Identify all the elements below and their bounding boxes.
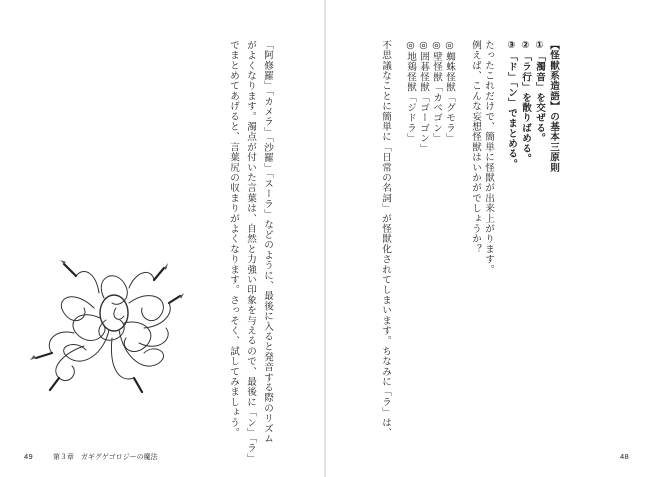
left-column-1: 「阿修羅」「カメラ」「沙羅」「スーラ」などのように、最後に入ると発音する際のリズム — [262, 40, 273, 444]
page-number-48: 48 — [620, 452, 629, 461]
closing-line: 不思議なことに簡単に「日常の名詞」が怪獣化されてしまいます。ちなみに「ラ」は、 — [380, 40, 391, 438]
body-line-1: たったこれだけで、簡単に怪獣が出来上がります。 — [483, 40, 494, 275]
left-column-2: がよくなります。濁点が付いた言葉は、自然と力強い印象を与えるので、最後に「ン」「ラ」 — [245, 40, 256, 464]
chapter-title: 第３章 ガギグゲゴロジーの魔法 — [52, 454, 158, 461]
right-page — [326, 0, 650, 477]
left-page — [0, 0, 324, 477]
left-column-3: でまとめてあげると、言葉尻の収まりがよくなります。さっそく、試してみましょう。 — [228, 40, 239, 438]
rule-2: ②「ラ行」を散りばめる。 — [520, 40, 531, 164]
example-2: ◎壁怪獣「カベゴン」 — [431, 40, 442, 144]
right-footer — [620, 452, 629, 461]
rule-3: ③「ド」「ン」でまとめる。 — [506, 40, 517, 170]
tangled-pencils-illustration — [24, 258, 184, 398]
example-4: ◎地鶏怪獣「ジドラ」 — [405, 40, 416, 144]
rule-1: ①「濁音」を交ぜる。 — [534, 40, 545, 144]
body-line-2: 例えば、こんな妄想怪獣はいかがでしょうか？ — [470, 40, 481, 255]
left-footer — [24, 452, 158, 462]
example-3: ◎囲碁怪獣「ゴーゴン」 — [418, 40, 429, 154]
page-number-49: 49 — [24, 452, 33, 461]
example-1: ◎蜘蛛怪獣「グモラ」 — [444, 40, 455, 144]
section-heading: 【怪獣系造語】の基本三原則 — [548, 40, 559, 173]
